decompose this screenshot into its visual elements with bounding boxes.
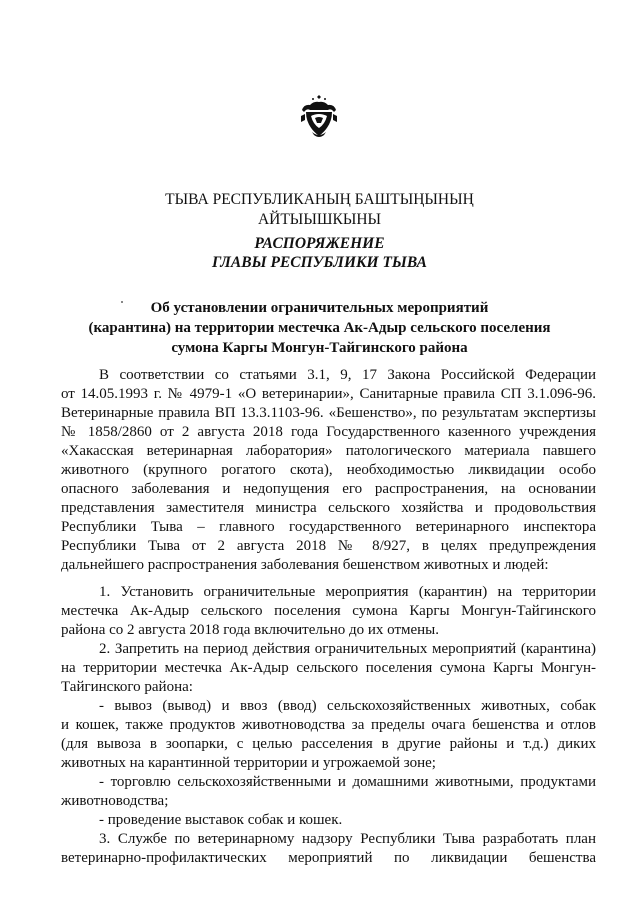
body-line: - вывоз (вывод) и ввоз (ввод) сельскохозяйственных животных, собак <box>99 698 596 714</box>
body-line: ветеринарно-профилактических мероприятий по ликвидации бешенства <box>61 850 596 866</box>
body-line: «Хакасская ветеринарная лаборатория» патологического материала павшего <box>61 443 596 459</box>
body-line: - проведение выставок собак и кошек. <box>99 812 343 828</box>
document-type-line2: ГЛАВЫ РЕСПУБЛИКИ ТЫВА <box>211 254 428 271</box>
body-line: (для вывоза в зоопарки, с целью расселения в другие районы и т.д.) диких <box>61 736 596 752</box>
body-line: животного (крупного рогатого скота), необходимостью ликвидации особо <box>61 462 596 478</box>
body-line: Республики Тыва – главного государственного ветеринарного инспектора <box>61 519 596 535</box>
body-line: опасного заболевания и недопущения его распространения, на основании <box>61 481 596 497</box>
organization-name-line2: АЙТЫЫШКЫНЫ <box>257 211 382 228</box>
body-line: Тайгинского района: <box>61 679 193 695</box>
coat-of-arms-emblem-icon <box>296 94 342 140</box>
document-title-line3: сумона Каргы Монгун-Тайгинского района <box>171 340 468 356</box>
organization-name-line1: ТЫВА РЕСПУБЛИКАНЫҢ БАШТЫҢЫНЫҢ <box>165 191 474 208</box>
document-type-line1: РАСПОРЯЖЕНИЕ <box>254 235 385 252</box>
body-line: Республики Тыва от 2 августа 2018 № 8/927, в целях предупреждения <box>61 538 596 554</box>
document-title-line1: Об установлении ограничительных мероприятий <box>150 300 489 316</box>
body-line: и кошек, также продуктов животноводства за пределы очага бешенства и отлов <box>61 717 596 733</box>
body-line: Ветеринарные правила ВП 13.3.1103-96. «Бешенство», по результатам экспертизы <box>61 405 596 421</box>
body-line: 2. Запретить на период действия ограничительных мероприятий (карантина) <box>99 641 596 657</box>
body-line: животноводства; <box>61 793 169 809</box>
body-line: животных на карантинной территории и угрожаемой зоне; <box>61 755 436 771</box>
body-line: местечка Ак-Адыр сельского поселения сумона Каргы Монгун-Тайгинского <box>61 603 596 619</box>
body-line: В соответствии со статьями 3.1, 9, 17 Закона Российской Федерации <box>99 367 596 383</box>
body-line: 3. Службе по ветеринарному надзору Республики Тыва разработать план <box>99 831 596 847</box>
document-title-line2: (карантина) на территории местечка Ак-Адыр сельского поселения <box>88 320 551 336</box>
body-line: от 14.05.1993 г. № 4979-1 «О ветеринарии», Санитарные правила СП 3.1.096-96. <box>61 386 596 402</box>
body-line: 1. Установить ограничительные мероприятия (карантин) на территории <box>99 584 596 600</box>
body-line: района со 2 августа 2018 года включительно до их отмены. <box>61 622 440 638</box>
body-line: на территории местечка Ак-Адыр сельского поселения сумона Каргы Монгун- <box>61 660 596 676</box>
body-line: № 1858/2860 от 2 августа 2018 года Государственного казенного учреждения <box>61 424 596 440</box>
body-line: дальнейшего распространения заболевания бешенством животных и людей: <box>61 557 549 573</box>
body-line: - торговлю сельскохозяйственными и домашними животными, продуктами <box>99 774 596 790</box>
body-line: представления заместителя министра сельского хозяйства и продовольствия <box>61 500 596 516</box>
